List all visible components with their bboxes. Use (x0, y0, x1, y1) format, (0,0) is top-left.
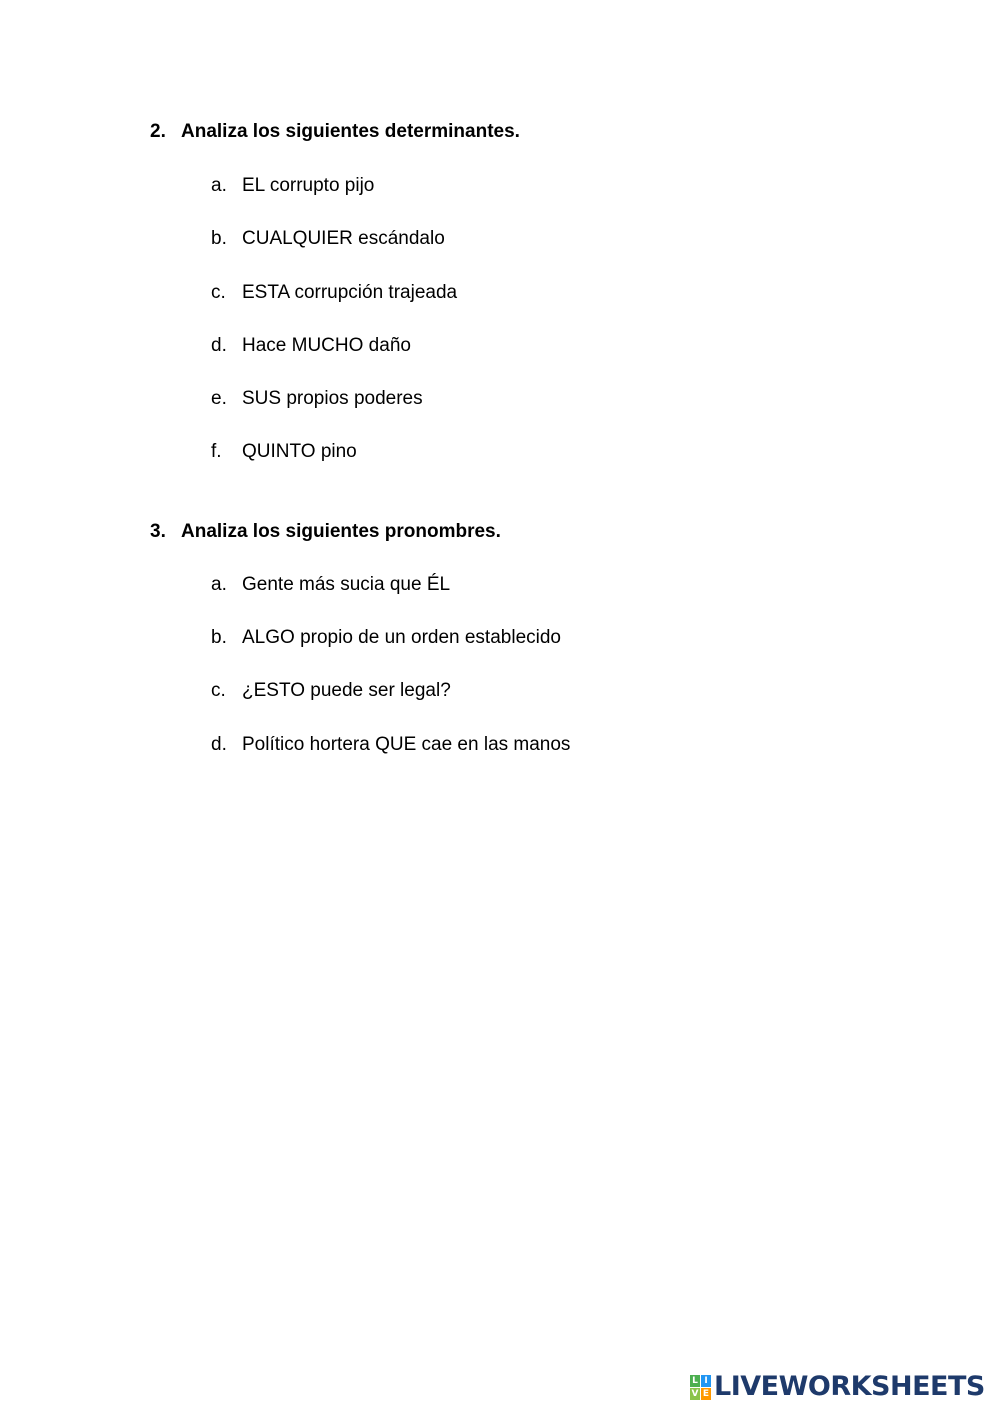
list-item (211, 388, 423, 410)
section-3-heading: Analiza los siguientes pronombres. (181, 521, 501, 542)
item-letter: a. (211, 175, 227, 196)
list-item (211, 335, 411, 357)
list-item (211, 282, 457, 304)
item-text: ESTA corrupción trajeada (242, 282, 458, 303)
item-text: Hace MUCHO daño (242, 335, 411, 356)
item-letter: b. (211, 228, 227, 249)
list-item (211, 441, 357, 463)
item-text: SUS propios poderes (242, 388, 423, 409)
item-letter: a. (211, 574, 227, 595)
item-letter: f. (211, 441, 222, 462)
item-letter: b. (211, 627, 227, 648)
list-item (211, 175, 374, 197)
logo-tile-v: V (691, 1388, 699, 1399)
section-3-title (150, 521, 501, 543)
logo-tile-i: I (701, 1375, 711, 1387)
list-item (211, 228, 445, 250)
section-2-title (150, 121, 520, 143)
item-letter: c. (211, 680, 226, 701)
item-letter: d. (211, 734, 227, 755)
section-2-number: 2. (150, 121, 166, 142)
section-2-heading: Analiza los siguientes determinantes. (181, 121, 520, 142)
liveworksheets-logo (690, 1373, 985, 1401)
item-text: Político hortera QUE cae en las manos (242, 734, 571, 755)
logo-wordmark: LIVEWORKSHEETS (714, 1371, 985, 1402)
logo-tile-e: E (702, 1388, 710, 1399)
item-letter: c. (211, 282, 226, 303)
list-item (211, 627, 561, 649)
item-text: QUINTO pino (242, 441, 357, 462)
item-text: ALGO propio de un orden establecido (242, 627, 561, 648)
logo-icon (690, 1375, 711, 1400)
logo-tile-l: L (690, 1375, 700, 1387)
item-letter: d. (211, 335, 227, 356)
section-3-number: 3. (150, 521, 166, 542)
list-item (211, 734, 570, 756)
item-letter: e. (211, 388, 227, 409)
list-item (211, 574, 450, 596)
list-item (211, 680, 451, 702)
item-text: EL corrupto pijo (242, 175, 375, 196)
item-text: Gente más sucia que ÉL (242, 574, 451, 595)
item-text: CUALQUIER escándalo (242, 228, 445, 249)
item-text: ¿ESTO puede ser legal? (242, 680, 451, 701)
